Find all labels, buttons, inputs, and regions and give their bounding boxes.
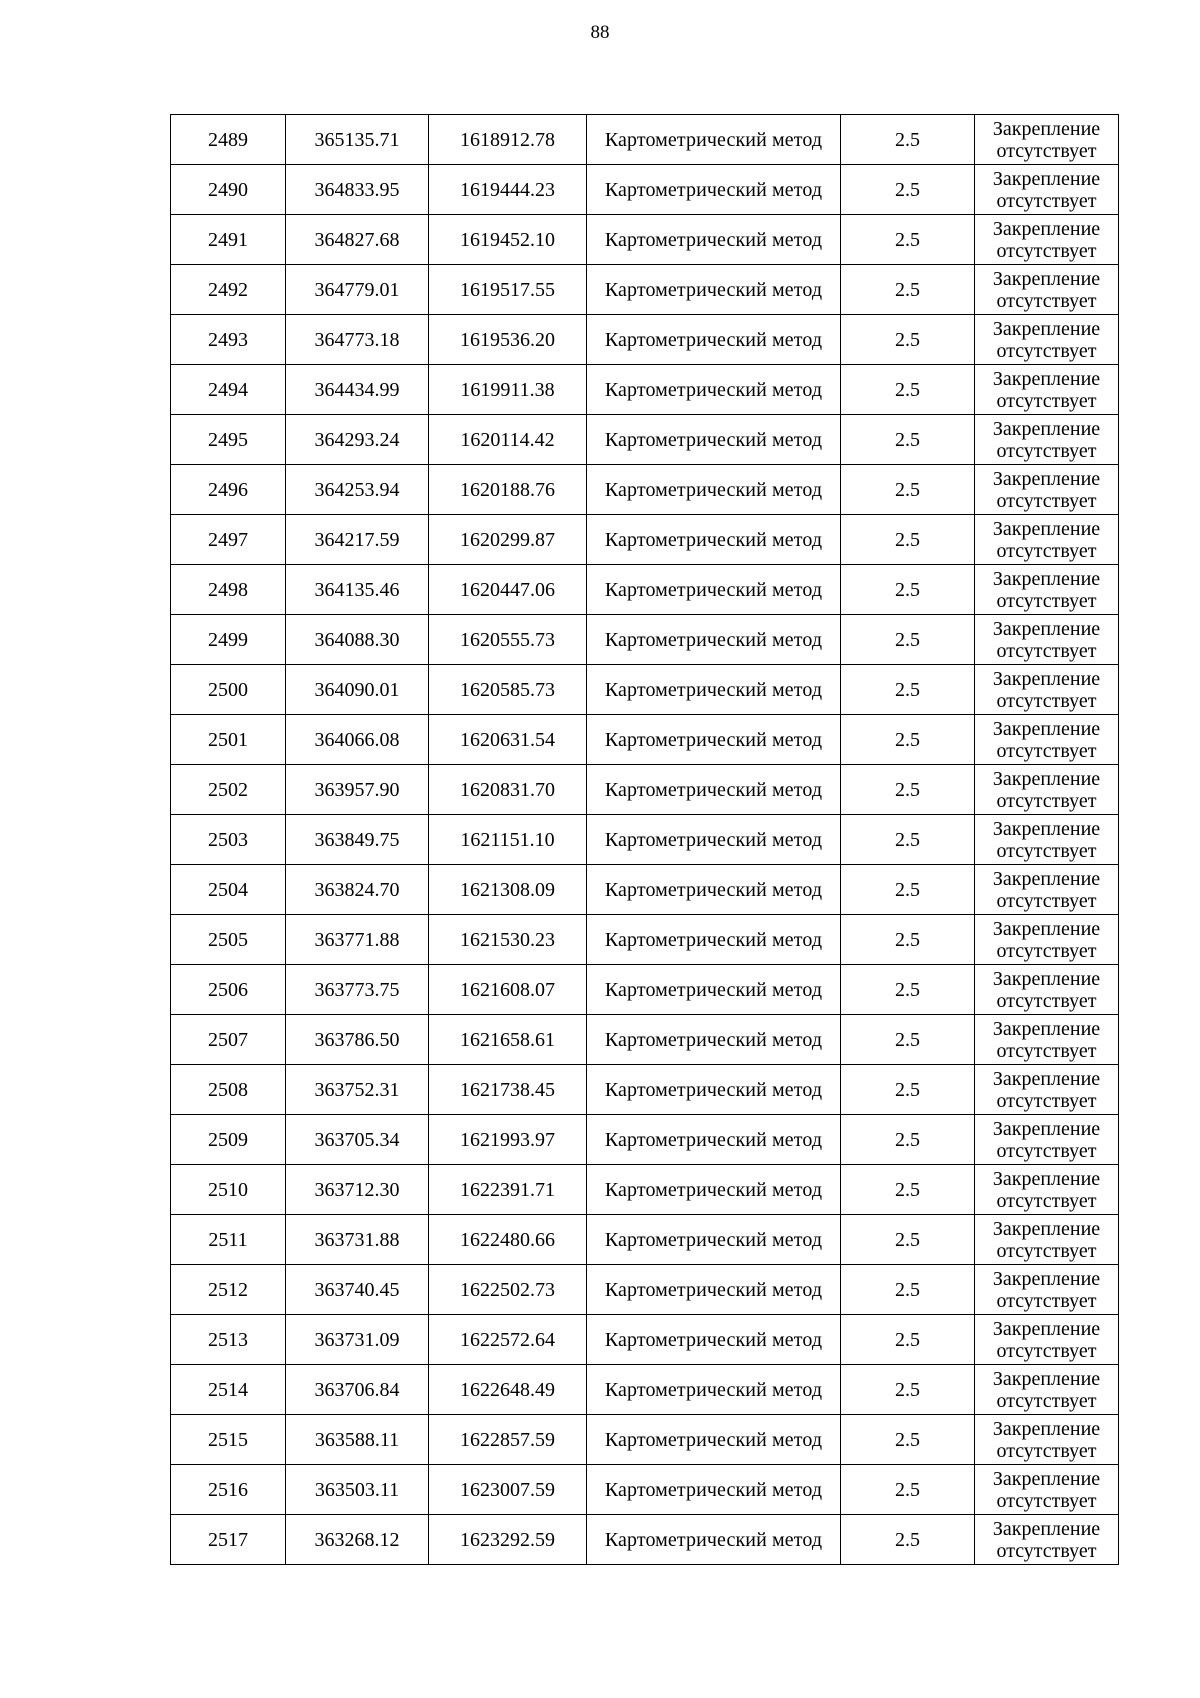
table-row bbox=[171, 1065, 1119, 1115]
point-number-cell: 2508 bbox=[171, 1065, 286, 1115]
x-coordinate-cell: 363731.88 bbox=[286, 1215, 429, 1265]
x-coordinate-cell: 363503.11 bbox=[286, 1465, 429, 1515]
y-coordinate-cell: 1619452.10 bbox=[429, 215, 587, 265]
table-row bbox=[171, 1365, 1119, 1415]
table-row bbox=[171, 1515, 1119, 1565]
table-row bbox=[171, 515, 1119, 565]
table-row bbox=[171, 765, 1119, 815]
table-row bbox=[171, 1215, 1119, 1265]
fixing-cell bbox=[975, 615, 1119, 665]
point-number-cell: 2504 bbox=[171, 865, 286, 915]
point-number-cell: 2490 bbox=[171, 165, 286, 215]
fixing-line-1: Закрепление bbox=[992, 467, 1101, 490]
fixing-cell bbox=[975, 1015, 1119, 1065]
fixing-line-2: отсутствует bbox=[996, 389, 1097, 412]
accuracy-cell: 2.5 bbox=[841, 1415, 975, 1465]
x-coordinate-cell: 364253.94 bbox=[286, 465, 429, 515]
table-row bbox=[171, 865, 1119, 915]
method-cell: Картометрический метод bbox=[587, 1315, 841, 1365]
fixing-line-1: Закрепление bbox=[992, 1267, 1101, 1290]
x-coordinate-cell: 364293.24 bbox=[286, 415, 429, 465]
fixing-cell bbox=[975, 765, 1119, 815]
y-coordinate-cell: 1619911.38 bbox=[429, 365, 587, 415]
point-number-cell: 2503 bbox=[171, 815, 286, 865]
fixing-line-2: отсутствует bbox=[996, 139, 1097, 162]
fixing-cell bbox=[975, 465, 1119, 515]
accuracy-cell: 2.5 bbox=[841, 615, 975, 665]
fixing-line-1: Закрепление bbox=[992, 117, 1101, 140]
x-coordinate-cell: 363824.70 bbox=[286, 865, 429, 915]
point-number-cell: 2516 bbox=[171, 1465, 286, 1515]
table-row bbox=[171, 1015, 1119, 1065]
y-coordinate-cell: 1620555.73 bbox=[429, 615, 587, 665]
table-row bbox=[171, 1165, 1119, 1215]
y-coordinate-cell: 1621530.23 bbox=[429, 915, 587, 965]
fixing-line-2: отсутствует bbox=[996, 1439, 1097, 1462]
x-coordinate-cell: 364135.46 bbox=[286, 565, 429, 615]
x-coordinate-cell: 363706.84 bbox=[286, 1365, 429, 1415]
table-row bbox=[171, 815, 1119, 865]
fixing-cell bbox=[975, 1165, 1119, 1215]
fixing-line-2: отсутствует bbox=[996, 539, 1097, 562]
accuracy-cell: 2.5 bbox=[841, 265, 975, 315]
fixing-line-1: Закрепление bbox=[992, 367, 1101, 390]
method-cell: Картометрический метод bbox=[587, 415, 841, 465]
table-row bbox=[171, 315, 1119, 365]
fixing-cell bbox=[975, 115, 1119, 165]
fixing-cell bbox=[975, 1515, 1119, 1565]
method-cell: Картометрический метод bbox=[587, 1365, 841, 1415]
x-coordinate-cell: 363588.11 bbox=[286, 1415, 429, 1465]
accuracy-cell: 2.5 bbox=[841, 1015, 975, 1065]
point-number-cell: 2498 bbox=[171, 565, 286, 615]
accuracy-cell: 2.5 bbox=[841, 915, 975, 965]
x-coordinate-cell: 363752.31 bbox=[286, 1065, 429, 1115]
x-coordinate-cell: 363731.09 bbox=[286, 1315, 429, 1365]
fixing-cell bbox=[975, 1365, 1119, 1415]
y-coordinate-cell: 1622572.64 bbox=[429, 1315, 587, 1365]
method-cell: Картометрический метод bbox=[587, 1015, 841, 1065]
method-cell: Картометрический метод bbox=[587, 1215, 841, 1265]
fixing-line-1: Закрепление bbox=[992, 1517, 1101, 1540]
accuracy-cell: 2.5 bbox=[841, 1165, 975, 1215]
y-coordinate-cell: 1620631.54 bbox=[429, 715, 587, 765]
method-cell: Картометрический метод bbox=[587, 865, 841, 915]
point-number-cell: 2497 bbox=[171, 515, 286, 565]
method-cell: Картометрический метод bbox=[587, 715, 841, 765]
accuracy-cell: 2.5 bbox=[841, 1315, 975, 1365]
method-cell: Картометрический метод bbox=[587, 1465, 841, 1515]
fixing-cell bbox=[975, 1115, 1119, 1165]
fixing-cell bbox=[975, 1315, 1119, 1365]
point-number-cell: 2506 bbox=[171, 965, 286, 1015]
y-coordinate-cell: 1622502.73 bbox=[429, 1265, 587, 1315]
fixing-line-1: Закрепление bbox=[992, 217, 1101, 240]
fixing-line-2: отсутствует bbox=[996, 839, 1097, 862]
accuracy-cell: 2.5 bbox=[841, 1065, 975, 1115]
fixing-cell bbox=[975, 665, 1119, 715]
fixing-cell bbox=[975, 415, 1119, 465]
method-cell: Картометрический метод bbox=[587, 1265, 841, 1315]
accuracy-cell: 2.5 bbox=[841, 365, 975, 415]
x-coordinate-cell: 363771.88 bbox=[286, 915, 429, 965]
point-number-cell: 2502 bbox=[171, 765, 286, 815]
y-coordinate-cell: 1619444.23 bbox=[429, 165, 587, 215]
accuracy-cell: 2.5 bbox=[841, 815, 975, 865]
fixing-line-2: отсутствует bbox=[996, 739, 1097, 762]
fixing-line-2: отсутствует bbox=[996, 1389, 1097, 1412]
fixing-cell bbox=[975, 315, 1119, 365]
fixing-cell bbox=[975, 265, 1119, 315]
point-number-cell: 2517 bbox=[171, 1515, 286, 1565]
fixing-cell bbox=[975, 365, 1119, 415]
method-cell: Картометрический метод bbox=[587, 365, 841, 415]
fixing-line-2: отсутствует bbox=[996, 1139, 1097, 1162]
y-coordinate-cell: 1619536.20 bbox=[429, 315, 587, 365]
x-coordinate-cell: 363849.75 bbox=[286, 815, 429, 865]
y-coordinate-cell: 1621151.10 bbox=[429, 815, 587, 865]
x-coordinate-cell: 364833.95 bbox=[286, 165, 429, 215]
fixing-line-1: Закрепление bbox=[992, 617, 1101, 640]
table-row bbox=[171, 365, 1119, 415]
accuracy-cell: 2.5 bbox=[841, 1365, 975, 1415]
accuracy-cell: 2.5 bbox=[841, 515, 975, 565]
table-row bbox=[171, 1115, 1119, 1165]
point-number-cell: 2505 bbox=[171, 915, 286, 965]
method-cell: Картометрический метод bbox=[587, 1515, 841, 1565]
page-number: 88 bbox=[590, 22, 610, 43]
fixing-line-1: Закрепление bbox=[992, 967, 1101, 990]
accuracy-cell: 2.5 bbox=[841, 465, 975, 515]
fixing-line-2: отсутствует bbox=[996, 339, 1097, 362]
table-row bbox=[171, 1465, 1119, 1515]
fixing-line-1: Закрепление bbox=[992, 1217, 1101, 1240]
method-cell: Картометрический метод bbox=[587, 815, 841, 865]
point-number-cell: 2501 bbox=[171, 715, 286, 765]
fixing-line-1: Закрепление bbox=[992, 817, 1101, 840]
method-cell: Картометрический метод bbox=[587, 265, 841, 315]
x-coordinate-cell: 365135.71 bbox=[286, 115, 429, 165]
point-number-cell: 2509 bbox=[171, 1115, 286, 1165]
method-cell: Картометрический метод bbox=[587, 965, 841, 1015]
table-row bbox=[171, 215, 1119, 265]
fixing-line-1: Закрепление bbox=[992, 1017, 1101, 1040]
fixing-line-2: отсутствует bbox=[996, 239, 1097, 262]
table-row bbox=[171, 715, 1119, 765]
point-number-cell: 2491 bbox=[171, 215, 286, 265]
y-coordinate-cell: 1620188.76 bbox=[429, 465, 587, 515]
fixing-line-1: Закрепление bbox=[992, 1317, 1101, 1340]
fixing-line-2: отсутствует bbox=[996, 489, 1097, 512]
x-coordinate-cell: 364066.08 bbox=[286, 715, 429, 765]
accuracy-cell: 2.5 bbox=[841, 1215, 975, 1265]
accuracy-cell: 2.5 bbox=[841, 1465, 975, 1515]
x-coordinate-cell: 364434.99 bbox=[286, 365, 429, 415]
fixing-line-1: Закрепление bbox=[992, 1167, 1101, 1190]
fixing-cell bbox=[975, 815, 1119, 865]
table-row bbox=[171, 465, 1119, 515]
fixing-cell bbox=[975, 965, 1119, 1015]
y-coordinate-cell: 1620114.42 bbox=[429, 415, 587, 465]
fixing-cell bbox=[975, 1065, 1119, 1115]
fixing-line-2: отсутствует bbox=[996, 1189, 1097, 1212]
fixing-line-2: отсутствует bbox=[996, 1339, 1097, 1362]
x-coordinate-cell: 364773.18 bbox=[286, 315, 429, 365]
y-coordinate-cell: 1621608.07 bbox=[429, 965, 587, 1015]
x-coordinate-cell: 364088.30 bbox=[286, 615, 429, 665]
fixing-line-1: Закрепление bbox=[992, 267, 1101, 290]
x-coordinate-cell: 364827.68 bbox=[286, 215, 429, 265]
method-cell: Картометрический метод bbox=[587, 115, 841, 165]
accuracy-cell: 2.5 bbox=[841, 765, 975, 815]
method-cell: Картометрический метод bbox=[587, 165, 841, 215]
method-cell: Картометрический метод bbox=[587, 915, 841, 965]
point-number-cell: 2512 bbox=[171, 1265, 286, 1315]
y-coordinate-cell: 1621658.61 bbox=[429, 1015, 587, 1065]
x-coordinate-cell: 363957.90 bbox=[286, 765, 429, 815]
table-row bbox=[171, 1315, 1119, 1365]
fixing-line-2: отсутствует bbox=[996, 789, 1097, 812]
fixing-line-2: отсутствует bbox=[996, 1539, 1097, 1562]
fixing-line-1: Закрепление bbox=[992, 317, 1101, 340]
accuracy-cell: 2.5 bbox=[841, 165, 975, 215]
table-row bbox=[171, 165, 1119, 215]
x-coordinate-cell: 363712.30 bbox=[286, 1165, 429, 1215]
fixing-line-1: Закрепление bbox=[992, 567, 1101, 590]
fixing-line-1: Закрепление bbox=[992, 167, 1101, 190]
fixing-line-1: Закрепление bbox=[992, 1067, 1101, 1090]
fixing-line-2: отсутствует bbox=[996, 1489, 1097, 1512]
accuracy-cell: 2.5 bbox=[841, 565, 975, 615]
x-coordinate-cell: 364090.01 bbox=[286, 665, 429, 715]
fixing-line-1: Закрепление bbox=[992, 1117, 1101, 1140]
method-cell: Картометрический метод bbox=[587, 515, 841, 565]
fixing-line-2: отсутствует bbox=[996, 639, 1097, 662]
point-number-cell: 2500 bbox=[171, 665, 286, 715]
fixing-line-1: Закрепление bbox=[992, 1417, 1101, 1440]
fixing-cell bbox=[975, 515, 1119, 565]
y-coordinate-cell: 1620447.06 bbox=[429, 565, 587, 615]
y-coordinate-cell: 1619517.55 bbox=[429, 265, 587, 315]
fixing-line-2: отсутствует bbox=[996, 1089, 1097, 1112]
x-coordinate-cell: 364217.59 bbox=[286, 515, 429, 565]
table-row bbox=[171, 415, 1119, 465]
table-row bbox=[171, 115, 1119, 165]
fixing-line-1: Закрепление bbox=[992, 517, 1101, 540]
accuracy-cell: 2.5 bbox=[841, 1265, 975, 1315]
fixing-line-1: Закрепление bbox=[992, 417, 1101, 440]
x-coordinate-cell: 363705.34 bbox=[286, 1115, 429, 1165]
accuracy-cell: 2.5 bbox=[841, 1115, 975, 1165]
fixing-line-1: Закрепление bbox=[992, 1467, 1101, 1490]
fixing-cell bbox=[975, 165, 1119, 215]
x-coordinate-cell: 364779.01 bbox=[286, 265, 429, 315]
table-row bbox=[171, 915, 1119, 965]
point-number-cell: 2495 bbox=[171, 415, 286, 465]
method-cell: Картометрический метод bbox=[587, 615, 841, 665]
coordinates-table bbox=[170, 114, 1119, 1565]
method-cell: Картометрический метод bbox=[587, 215, 841, 265]
y-coordinate-cell: 1621308.09 bbox=[429, 865, 587, 915]
fixing-cell bbox=[975, 1265, 1119, 1315]
point-number-cell: 2511 bbox=[171, 1215, 286, 1265]
fixing-line-1: Закрепление bbox=[992, 867, 1101, 890]
accuracy-cell: 2.5 bbox=[841, 315, 975, 365]
fixing-line-2: отсутствует bbox=[996, 689, 1097, 712]
y-coordinate-cell: 1618912.78 bbox=[429, 115, 587, 165]
fixing-line-2: отсутствует bbox=[996, 289, 1097, 312]
fixing-line-1: Закрепление bbox=[992, 917, 1101, 940]
y-coordinate-cell: 1622391.71 bbox=[429, 1165, 587, 1215]
fixing-cell bbox=[975, 865, 1119, 915]
point-number-cell: 2489 bbox=[171, 115, 286, 165]
y-coordinate-cell: 1620585.73 bbox=[429, 665, 587, 715]
fixing-cell bbox=[975, 715, 1119, 765]
point-number-cell: 2493 bbox=[171, 315, 286, 365]
y-coordinate-cell: 1622857.59 bbox=[429, 1415, 587, 1465]
point-number-cell: 2510 bbox=[171, 1165, 286, 1215]
fixing-line-1: Закрепление bbox=[992, 1367, 1101, 1390]
fixing-line-2: отсутствует bbox=[996, 439, 1097, 462]
table-row bbox=[171, 1415, 1119, 1465]
fixing-cell bbox=[975, 1215, 1119, 1265]
accuracy-cell: 2.5 bbox=[841, 665, 975, 715]
method-cell: Картометрический метод bbox=[587, 1415, 841, 1465]
fixing-line-2: отсутствует bbox=[996, 189, 1097, 212]
accuracy-cell: 2.5 bbox=[841, 415, 975, 465]
fixing-line-1: Закрепление bbox=[992, 767, 1101, 790]
x-coordinate-cell: 363740.45 bbox=[286, 1265, 429, 1315]
table-row bbox=[171, 265, 1119, 315]
table-row bbox=[171, 565, 1119, 615]
fixing-cell bbox=[975, 215, 1119, 265]
y-coordinate-cell: 1622648.49 bbox=[429, 1365, 587, 1415]
fixing-line-2: отсутствует bbox=[996, 989, 1097, 1012]
y-coordinate-cell: 1622480.66 bbox=[429, 1215, 587, 1265]
x-coordinate-cell: 363268.12 bbox=[286, 1515, 429, 1565]
accuracy-cell: 2.5 bbox=[841, 865, 975, 915]
method-cell: Картометрический метод bbox=[587, 765, 841, 815]
method-cell: Картометрический метод bbox=[587, 1065, 841, 1115]
method-cell: Картометрический метод bbox=[587, 1165, 841, 1215]
table-row bbox=[171, 965, 1119, 1015]
y-coordinate-cell: 1623007.59 bbox=[429, 1465, 587, 1515]
method-cell: Картометрический метод bbox=[587, 565, 841, 615]
point-number-cell: 2515 bbox=[171, 1415, 286, 1465]
point-number-cell: 2513 bbox=[171, 1315, 286, 1365]
fixing-cell bbox=[975, 1415, 1119, 1465]
fixing-line-1: Закрепление bbox=[992, 717, 1101, 740]
method-cell: Картометрический метод bbox=[587, 665, 841, 715]
y-coordinate-cell: 1623292.59 bbox=[429, 1515, 587, 1565]
fixing-line-2: отсутствует bbox=[996, 1239, 1097, 1262]
accuracy-cell: 2.5 bbox=[841, 965, 975, 1015]
table-row bbox=[171, 665, 1119, 715]
accuracy-cell: 2.5 bbox=[841, 115, 975, 165]
accuracy-cell: 2.5 bbox=[841, 1515, 975, 1565]
fixing-line-2: отсутствует bbox=[996, 939, 1097, 962]
fixing-cell bbox=[975, 1465, 1119, 1515]
y-coordinate-cell: 1620831.70 bbox=[429, 765, 587, 815]
fixing-line-2: отсутствует bbox=[996, 1039, 1097, 1062]
y-coordinate-cell: 1621993.97 bbox=[429, 1115, 587, 1165]
table-row bbox=[171, 615, 1119, 665]
method-cell: Картометрический метод bbox=[587, 315, 841, 365]
fixing-line-1: Закрепление bbox=[992, 667, 1101, 690]
fixing-line-2: отсутствует bbox=[996, 589, 1097, 612]
point-number-cell: 2492 bbox=[171, 265, 286, 315]
fixing-line-2: отсутствует bbox=[996, 889, 1097, 912]
y-coordinate-cell: 1621738.45 bbox=[429, 1065, 587, 1115]
accuracy-cell: 2.5 bbox=[841, 215, 975, 265]
point-number-cell: 2514 bbox=[171, 1365, 286, 1415]
point-number-cell: 2494 bbox=[171, 365, 286, 415]
point-number-cell: 2499 bbox=[171, 615, 286, 665]
y-coordinate-cell: 1620299.87 bbox=[429, 515, 587, 565]
accuracy-cell: 2.5 bbox=[841, 715, 975, 765]
point-number-cell: 2507 bbox=[171, 1015, 286, 1065]
method-cell: Картометрический метод bbox=[587, 465, 841, 515]
x-coordinate-cell: 363786.50 bbox=[286, 1015, 429, 1065]
method-cell: Картометрический метод bbox=[587, 1115, 841, 1165]
fixing-line-2: отсутствует bbox=[996, 1289, 1097, 1312]
point-number-cell: 2496 bbox=[171, 465, 286, 515]
table-row bbox=[171, 1265, 1119, 1315]
fixing-cell bbox=[975, 565, 1119, 615]
fixing-cell bbox=[975, 915, 1119, 965]
x-coordinate-cell: 363773.75 bbox=[286, 965, 429, 1015]
table-body bbox=[171, 115, 1119, 1565]
